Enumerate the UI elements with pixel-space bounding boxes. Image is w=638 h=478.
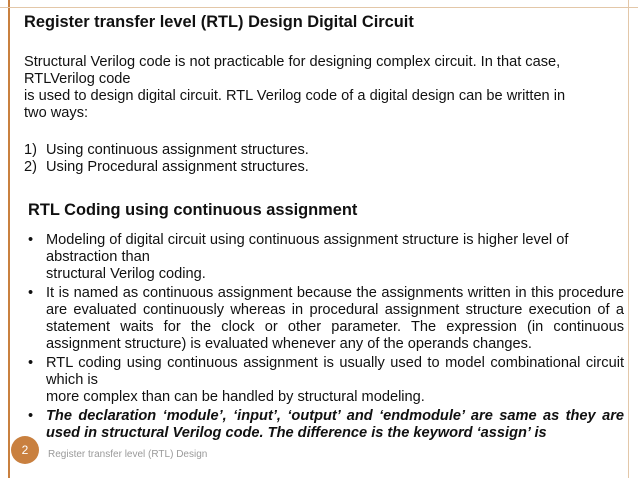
slide-left-border: [8, 0, 10, 478]
bullet-text: structural Verilog coding.: [46, 266, 206, 282]
intro-line: Structural Verilog code is not practicable for designing complex circuit. In that case,: [24, 54, 561, 70]
bullet-item: [24, 408, 624, 442]
list-number: 1): [24, 142, 37, 158]
list-text: Using Procedural assignment structures.: [46, 159, 309, 175]
bullet-icon: •: [28, 285, 34, 301]
bullet-icon: •: [28, 355, 34, 371]
bullet-icon: •: [28, 232, 34, 248]
intro-paragraph: [24, 54, 624, 122]
footer-caption: Register transfer level (RTL) Design: [48, 449, 208, 460]
bullet-item: [24, 285, 624, 353]
ways-list: [24, 142, 624, 176]
bullet-text: more complex than can be handled by structural modeling.: [46, 389, 425, 405]
page-number-badge: 2: [11, 436, 39, 464]
bullet-list: [24, 232, 624, 442]
bullet-text: Modeling of digital circuit using continuous assignment structure is higher level of abstraction than: [46, 232, 569, 265]
list-item: [24, 159, 624, 176]
slide-right-border: [628, 0, 629, 478]
slide-title: Register transfer level (RTL) Design Digital Circuit: [24, 13, 414, 31]
bullet-item: [24, 355, 624, 406]
bullet-item: [24, 232, 624, 283]
intro-line: two ways:: [24, 105, 89, 121]
slide-content: [24, 12, 624, 444]
bullet-icon: •: [28, 408, 34, 424]
list-number: 2): [24, 159, 37, 175]
list-text: Using continuous assignment structures.: [46, 142, 309, 158]
intro-line: is used to design digital circuit. RTL Verilog code of a digital design can be written in: [24, 88, 566, 104]
section-title: RTL Coding using continuous assignment: [28, 201, 358, 219]
bullet-text: RTL coding using continuous assignment is usually used to model combinational circuit which is: [46, 355, 624, 388]
bullet-text: It is named as continuous assignment because the assignments written in this procedure are evaluated continuously whereas in procedural assignment structure execution of a statement waits for the clock or other parameter. The expression (in continuous assignment structure) is evaluated whenever any of the operands changes.: [46, 285, 624, 352]
list-item: [24, 142, 624, 159]
bullet-text: The declaration ‘module’, ‘input’, ‘output’ and ‘endmodule’ are same as they are used in structural Verilog code. The difference is the keyword ‘assign’ is: [46, 408, 624, 441]
intro-line: RTLVerilog code: [24, 71, 131, 87]
slide-top-border: [0, 7, 638, 8]
